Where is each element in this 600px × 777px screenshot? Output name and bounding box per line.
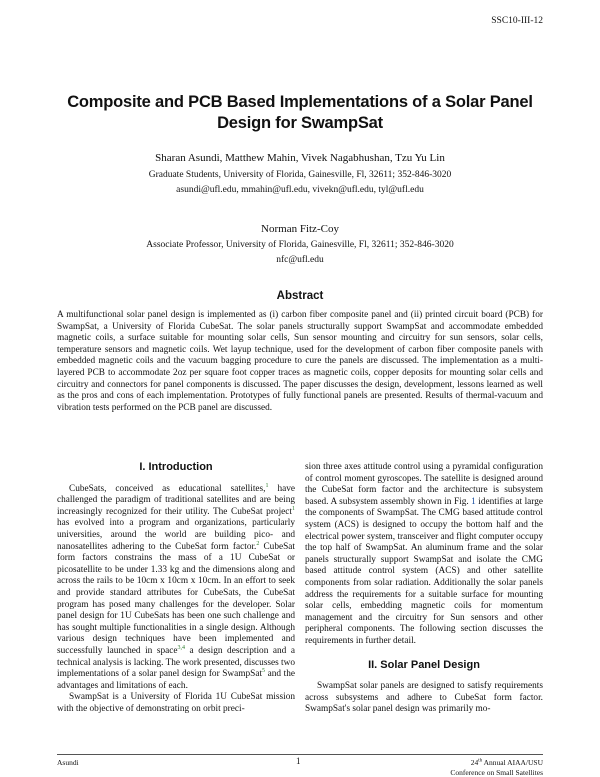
intro-paragraph-1: CubeSats, conceived as educational satellites,$^1$ have challenged the paradigm of traditional satellites and are being increasingly recognized for their utility. The CubeSat project$^1$ has evolved into a program and organizations, particularly universities, around the world are building pico- and nanosatellites adhering to the CubeSat form factor.$^2$ CubeSat form factors constrains the mass of a 1U CubeSat or picosatellite to be under 1.33 kg and the dimensions along and across the rails to be 10cm x 10cm x 10cm. In an effort to seek and provide standard attributes for CubeSats, the CubeSat program has posed many challenges for the developer. Solar panel design for 1U CubeSats has been one such challenge and has sought multiple functionalities in a single design. Although various design techniques have been implemented and successfully launched in space$^{3,4}$ a design description and a technical analysis is lacking. The work presented, discusses two implementations of a solar panel design for SwampSat$^5$ and the advantages and limitations of each.	[57, 482, 296, 691]
abstract-heading: Abstract	[276, 290, 324, 302]
footer-conference: 24th Annual AIAA/USU Conference on Small Satellites	[450, 758, 543, 777]
author-names: Sharan Asundi, Matthew Mahin, Vivek Nagabhushan, Tzu Yu Lin	[155, 152, 445, 164]
footer-author: Asundi	[57, 758, 79, 767]
intro-paragraph-3: sion three axes attitude control using a pyramidal configuration of control moment gyroscopes. The satellite is designed around the CubeSat form factor and the architecture is subsystem based. A subsystem assembly shown in Fig. 1 identifies at large the components of SwampSat. The CMG based attitude control system (ACS) is designed to occupy the bottom half and the electrical power system, transceiver and flight computer occupy the top half of SwampSat. An aluminum frame and the solar panels structurally support SwampSat and isolate the CMG based attitude control system (ACS) and other satellite components from solar radiation. Additionally the solar panels address the requirements for a suitable surface for mounting solar cells, embedding magnetic coils for momentum management and the circuitry for Sun sensors and other peripheral components. The following section discusses the requirements in further detail.	[305, 462, 544, 646]
left-column	[57, 462, 295, 715]
author-emails: asundi@ufl.edu, mmahin@ufl.edu, vivekn@ufl.edu, tyl@ufl.edu	[176, 185, 424, 195]
footer-divider	[57, 754, 543, 755]
right-column	[305, 462, 543, 716]
advisor-email: nfc@ufl.edu	[276, 255, 324, 265]
citation-ref[interactable]: 1	[292, 505, 295, 512]
abstract-text: A multifunctional solar panel design is implemented as (i) carbon fiber composite panel and (ii) printed circuit board (PCB) for SwampSat, a University of Florida CubeSat. The solar panels structurally support SwampSat and accommodate embedded magnetic coils, a surface suitable for mounting solar cells, Sun sensor mounting and circuitry for sun sensors, solar cells, temperature sensors and magnetic coils. Wet layup technique, used for the development of carbon fiber composite panels with embedded magnetic coils and the vacuum bagging procedure to cure the panels are discussed. The implementation as a multi-layered PCB to accommodate 2oz per square foot copper traces as magnetic coils, copper deposits for mounting solar cells and circuitry and connectors for panel components is discussed. The paper discusses the design, development, lessons learned as well as the pros and cons of each implementation. Prototypes of fully functional panels are presented. Results of thermal-vacuum and vibration tests performed on the PCB panel are discussed.	[57, 310, 543, 413]
section2-paragraph-1: SwampSat solar panels are designed to satisfy requirements across subsystems and adhere to CubeSat form factor. SwampSat's solar panel design was primarily mo-	[305, 681, 543, 715]
section-heading-introduction: I. Introduction	[139, 461, 213, 473]
citation-ref[interactable]: 2	[256, 540, 260, 547]
paper-id: SSC10-III-12	[491, 16, 543, 26]
citation-ref[interactable]: 1	[265, 482, 269, 489]
intro-paragraph-2: SwampSat is a University of Florida 1U CubeSat mission with the objective of demonstrating on orbit preci-	[57, 692, 295, 714]
figure-ref[interactable]: 1	[471, 496, 476, 507]
advisor-name: Norman Fitz-Coy	[261, 223, 339, 235]
citation-ref[interactable]: 5	[262, 668, 266, 674]
advisor-affiliation: Associate Professor, University of Florida, Gainesville, Fl, 32611; 352-846-3020	[146, 240, 454, 250]
citation-ref[interactable]: 3,4	[177, 644, 186, 651]
section-heading-solar-panel-design: II. Solar Panel Design	[368, 658, 480, 671]
author-affiliation: Graduate Students, University of Florida, Gainesville, Fl, 32611; 352-846-3020	[148, 170, 452, 180]
page-number: 1	[296, 756, 301, 766]
paper-title: Composite and PCB Based Implementations of a Solar Panel Design for SwampSat	[67, 93, 533, 132]
